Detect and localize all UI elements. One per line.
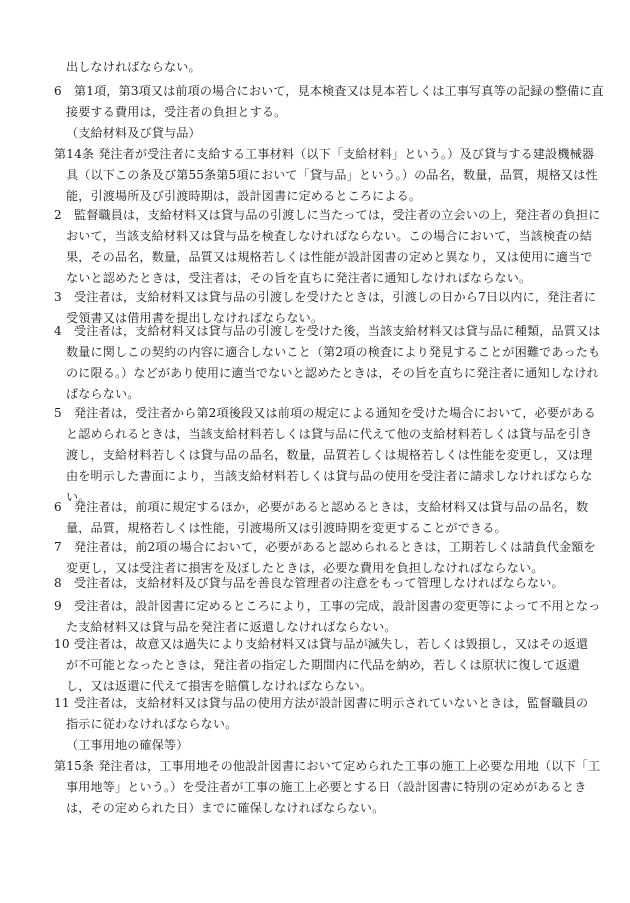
item-number: 7 — [54, 540, 62, 554]
article14-paragraph1 — [54, 144, 614, 207]
text-line: し，又は返還に代えて損害を賠償しなければならない。 — [66, 679, 373, 693]
text-line: 第1項，第3項又は前項の場合において，見本検査又は見本若しくは工事写真等の記録の整備に直 — [74, 84, 604, 98]
item-number: 3 — [54, 290, 62, 304]
text-line: 能，引渡場所及び引渡時期は，設計図書に定めるところによる。 — [66, 189, 422, 203]
text-line: ないと認めたときは，受注者は，その旨を直ちに発注者に通知しなければならない。 — [66, 271, 532, 285]
continuation-text — [54, 57, 614, 78]
item-number: 8 — [54, 576, 62, 590]
text-line: 指示に従わなければならない。 — [66, 717, 238, 731]
item-number: 10 — [54, 637, 70, 651]
article14-item9 — [54, 596, 614, 638]
text-line: 数量に関しこの契約の内容に適合しないこと（第2項の検査により発見することが困難であったも — [66, 345, 601, 359]
article14-item6 — [54, 497, 614, 539]
text-line: た支給材料又は貸与品を発注者に返還しなければならない。 — [66, 620, 397, 634]
text-line: は，その定められた日）までに確保しなければならない。 — [66, 801, 385, 815]
item-number: 9 — [54, 599, 62, 613]
text-line: 変更し，又は受注者に損害を及ぼしたときは，必要な費用を負担しなければならない。 — [66, 561, 544, 575]
text-line: 受注者は，支給材料又は貸与品の引渡しを受けた後，当該支給材料又は貸与品に種類，品質又は — [74, 324, 601, 338]
text-line: 接要する費用は，受注者の負担とする。 — [66, 105, 287, 119]
article14-item2 — [54, 205, 614, 289]
item-number: 2 — [54, 208, 62, 222]
article15-caption: （工事用地の確保等） — [66, 738, 189, 752]
text-line: 発注者は，前2項の場合において，必要があると認められるときは，工期若しくは請負代金額を — [74, 540, 596, 554]
text-line: い。 — [66, 490, 91, 504]
article14-caption: （支給材料及び貸与品） — [66, 126, 201, 140]
text-line: 受注者は，故意又は過失により支給材料又は貸与品が滅失し，若しくは毀損し，又はその返還 — [74, 637, 589, 651]
text-line: 受注者は，支給材料及び貸与品を善良な管理者の注意をもって管理しなければならない。 — [74, 576, 564, 590]
item-number: 6 — [54, 500, 62, 514]
text-line: 受領書又は借用書を提出しなければならない。 — [66, 311, 324, 325]
text-line: 受注者は，設計図書に定めるところにより，工事の完成，設計図書の変更等によって不用となっ — [74, 599, 601, 613]
text-line: ばならない。 — [66, 387, 140, 401]
text-line: 渡し，支給材料若しくは貸与品の品名，数量，品質若しくは規格若しくは性能を変更し，又は理 — [66, 448, 593, 462]
text-line: 事用地等」という。）を受注者が工事の施工上必要とする日（設計図書に特別の定めがあるとき — [66, 780, 587, 794]
text-line: 受注者は，支給材料又は貸与品の使用方法が設計図書に明示されていないときは，監督職員の — [74, 696, 589, 710]
text-line: 発注者は，前項に規定するほか，必要があると認めるときは，支給材料又は貸与品の品名，数 — [74, 500, 589, 514]
text-line: おいて，当該支給材料又は貸与品を検査しなければならない。この場合において，当該検査の結 — [66, 229, 592, 243]
item-number: 5 — [54, 406, 62, 420]
article15-paragraph1 — [54, 756, 614, 819]
item-number: 6 — [54, 84, 62, 98]
article14-item8 — [54, 573, 614, 594]
text-line: 監督職員は，支給材料又は貸与品の引渡しに当たっては，受注者の立会いの上，発注者の負担に — [74, 208, 601, 222]
article13-item6 — [54, 81, 614, 123]
article14-item5 — [54, 403, 614, 508]
text-line: 発注者は，受注者から第2項後段又は前項の規定による通知を受けた場合において，必要がある — [74, 406, 596, 420]
text-line: 具（以下この条及び第55条第5項において「貸与品」という。）の品名，数量，品質，規格又は性 — [66, 168, 598, 182]
text-line: のに限る。）などがあり使用に適当でないと認めたときは，その旨を直ちに発注者に通知しなけれ — [66, 366, 599, 380]
text-line: 由を明示した書面により，当該支給材料若しくは貸与品の使用を受注者に請求しなければならな — [66, 469, 593, 483]
article14-item10 — [54, 634, 614, 697]
text-line: 出しなければならない。 — [66, 60, 201, 74]
article-number: 第14条 — [54, 147, 95, 161]
article14-item4 — [54, 321, 614, 405]
text-line: 発注者が受注者に支給する工事材料（以下「支給材料」という。）及び貸与する建設機械器 — [98, 147, 595, 161]
text-line: 量，品質，規格若しくは性能，引渡場所又は引渡時期を変更することができる。 — [66, 521, 507, 535]
text-line: と認められるときは，当該支給材料若しくは貸与品に代えて他の支給材料若しくは貸与品を引き — [66, 427, 593, 441]
text-line: 発注者は，工事用地その他設計図書において定められた工事の施工上必要な用地（以下「工 — [98, 759, 601, 773]
item-number: 4 — [54, 324, 62, 338]
article14-item11 — [54, 693, 614, 735]
text-line: が不可能となったときは，発注者の指定した期間内に代品を納め，若しくは原状に復して返還 — [66, 658, 580, 672]
article-number: 第15条 — [54, 759, 95, 773]
item-number: 11 — [54, 696, 70, 710]
text-line: 果，その品名，数量，品質又は規格若しくは性能が設計図書の定めと異なり，又は使用に適当で — [66, 250, 593, 264]
text-line: 受注者は，支給材料又は貸与品の引渡しを受けたときは，引渡しの日から7日以内に，発注者に — [74, 290, 597, 304]
